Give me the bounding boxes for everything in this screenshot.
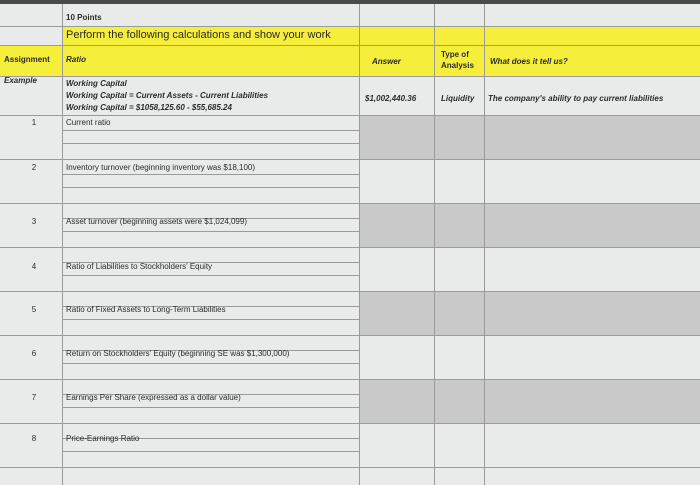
answer-fill-1: [359, 115, 700, 159]
spreadsheet: [0, 4, 700, 485]
row-ratio-1: Current ratio: [66, 118, 111, 127]
row-ratio-2: Inventory turnover (beginning inventory was $18,100): [66, 163, 255, 172]
row-ratio-8: Price-Earnings Ratio: [66, 434, 140, 443]
subrow-line: [62, 130, 359, 131]
grid-hline: [0, 76, 700, 77]
grid-hline: [0, 247, 700, 248]
subrow-line: [62, 363, 359, 364]
instruction-text: Perform the following calculations and show your work: [66, 29, 331, 41]
grid-hline: [0, 467, 700, 468]
subrow-line: [62, 275, 359, 276]
row-number-1: 1: [31, 118, 37, 127]
grid-hline: [0, 423, 700, 424]
row-number-6: 6: [31, 349, 37, 358]
answer-fill-7: [359, 379, 700, 423]
row-number-5: 5: [31, 305, 37, 314]
row-number-2: 2: [31, 163, 37, 172]
row-ratio-6: Return on Stockholders' Equity (beginning SE was $1,300,000): [66, 349, 290, 358]
answer-fill-5: [359, 291, 700, 335]
row-number-3: 3: [31, 217, 37, 226]
grid-hline: [0, 45, 700, 46]
grid-hline: [0, 159, 700, 160]
subrow-line: [62, 319, 359, 320]
grid-hline: [0, 115, 700, 116]
column-header-what: What does it tell us?: [490, 57, 568, 66]
example-ratio-title: Working Capital: [66, 79, 127, 88]
column-header-assignment: Assignment: [4, 55, 50, 64]
subrow-line: [62, 407, 359, 408]
subrow-line: [62, 187, 359, 188]
example-answer: $1,002,440.36: [365, 94, 417, 103]
grid-hline: [0, 26, 700, 27]
grid-hline: [0, 203, 700, 204]
example-label: Example: [4, 76, 37, 85]
row-ratio-5: Ratio of Fixed Assets to Long-Term Liabilities: [66, 305, 226, 314]
row-ratio-7: Earnings Per Share (expressed as a dollar value): [66, 393, 241, 402]
example-type: Liquidity: [441, 94, 475, 103]
grid-hline: [0, 335, 700, 336]
column-header-type-line1: Type of: [441, 50, 469, 59]
subrow-line: [62, 143, 359, 144]
header-band-right: [359, 26, 700, 45]
subrow-line: [62, 231, 359, 232]
points-label: 10 Points: [66, 13, 102, 22]
row-ratio-4: Ratio of Liabilities to Stockholders' Equity: [66, 262, 213, 271]
grid-hline: [0, 379, 700, 380]
subrow-line: [62, 451, 359, 452]
column-header-type-line2: Analysis: [441, 61, 474, 70]
row-number-4: 4: [31, 262, 37, 271]
example-formula: Working Capital = Current Assets - Current Liabilities: [66, 91, 269, 100]
example-computation: Working Capital = $1058,125.60 - $55,685.24: [66, 103, 232, 112]
example-meaning: The company's ability to pay current liabilities: [488, 94, 664, 103]
column-header-ratio: Ratio: [66, 55, 86, 64]
column-header-answer: Answer: [372, 57, 401, 66]
answer-fill-3: [359, 203, 700, 247]
subrow-line: [62, 174, 359, 175]
grid-hline: [0, 291, 700, 292]
row-number-7: 7: [31, 393, 37, 402]
column-header-band: [0, 45, 700, 76]
row-number-8: 8: [31, 434, 37, 443]
row-ratio-3: Asset turnover (beginning assets were $1,024,099): [66, 217, 247, 226]
